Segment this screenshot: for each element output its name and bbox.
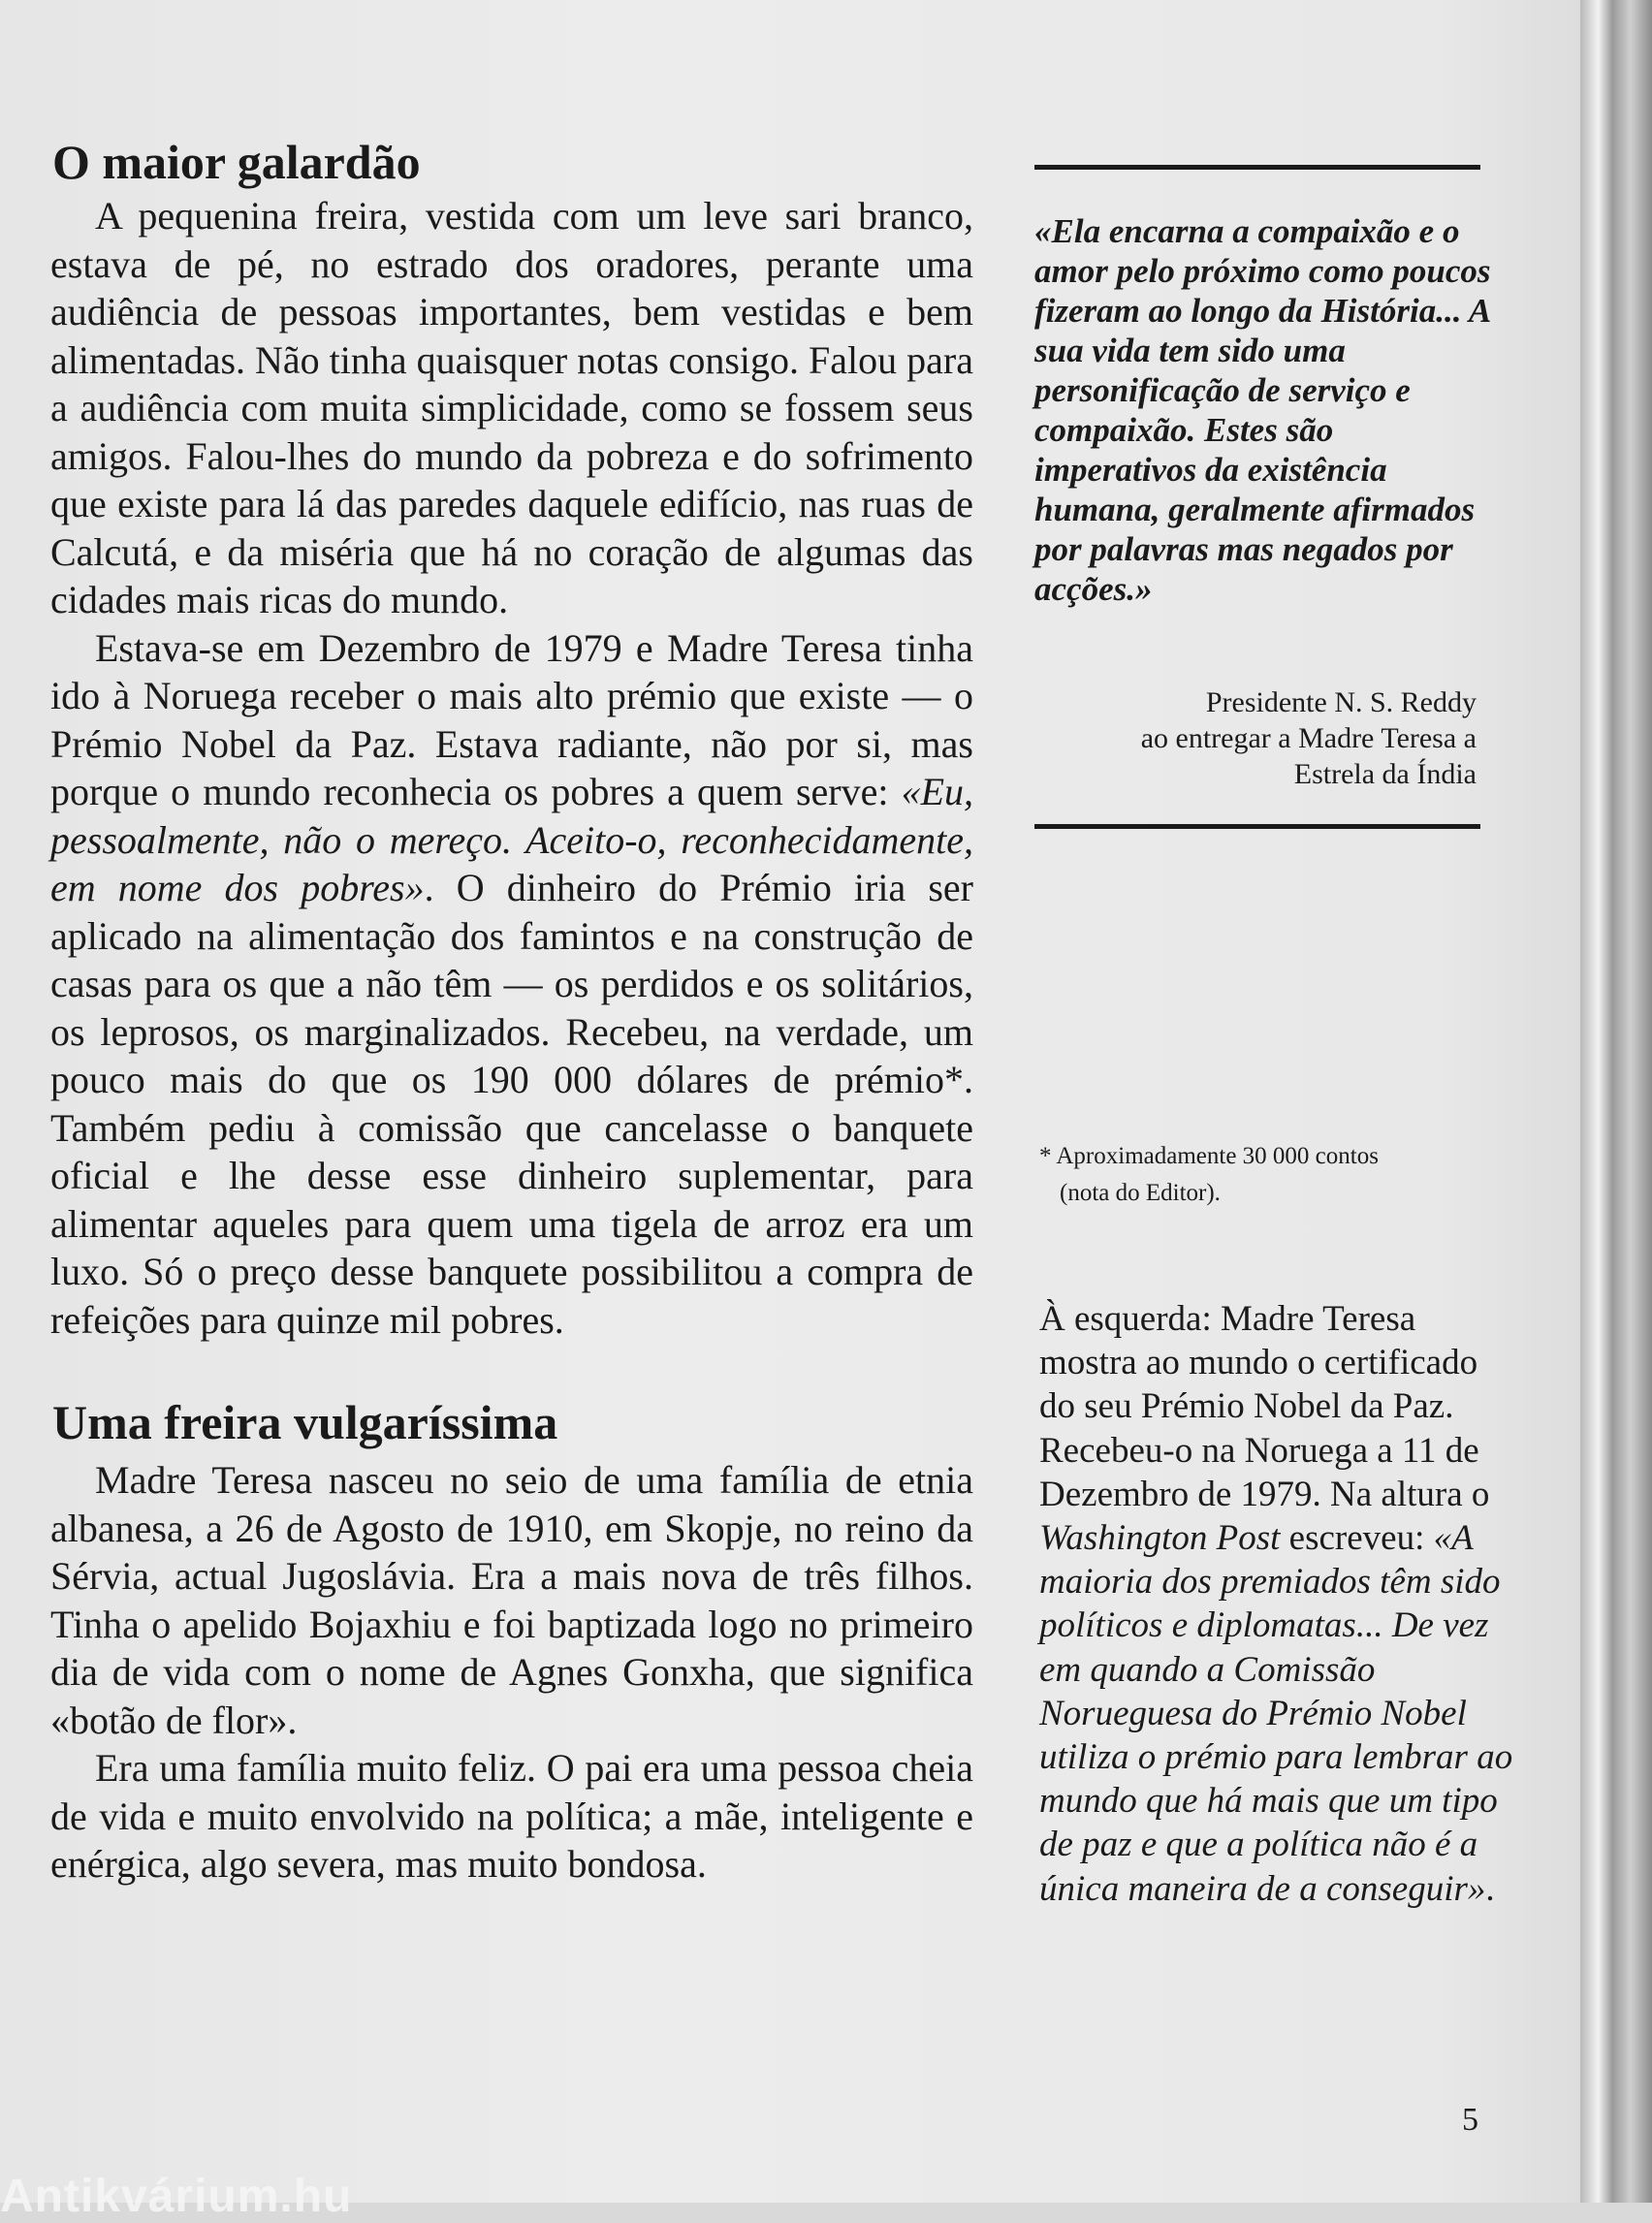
attribution-line: ao entregar a Madre Teresa a: [1140, 722, 1477, 754]
paragraph-2-quote: «Eu, pessoalmente, não o mereço. Aceito-o, reconhecidamente, em nome dos pobres»: [50, 770, 973, 909]
caption-text-c: .: [1485, 1868, 1495, 1909]
caption-text-a: À esquerda: Madre Teresa mostra ao mundo o certificado do seu Prémio Nobel da Paz. Recebeu-o na Noruega a 11 de Dezembro de 1979. Na altura o: [1039, 1299, 1490, 1514]
paragraph-1: A pequenina freira, vestida com um leve sari branco, estava de pé, no estrado dos oradores, perante uma audiência de pessoas importantes, bem vestidas e bem alimentadas. Não tinha quaisquer notas consigo. Falou para a audiência com muita simplicidade, como se fossem seus amigos. Falou-lhes do mundo da pobreza e do sofrimento que existe para lá das paredes daquele edifício, nas ruas de Calcutá, e da miséria que há no coração de algumas das cidades mais ricas do mundo.: [50, 194, 973, 621]
footnote-line: (nota do Editor).: [1060, 1180, 1221, 1206]
attribution-line: Presidente N. S. Reddy: [1205, 686, 1477, 718]
quote-top-rule: [1034, 165, 1480, 170]
paragraph-4: Era uma família muito feliz. O pai era uma pessoa cheia de vida e muito envolvido na política; a mãe, inteligente e enérgica, algo severa, mas muito bondosa.: [50, 1746, 973, 1886]
paragraph-2: [50, 624, 973, 1345]
paragraph-3: Madre Teresa nasceu no seio de uma família de etnia albanesa, a 26 de Agosto de 1910, em Skopje, no reino da Sérvia, actual Jugoslávia. Era a mais nova de três filhos. Tinha o apelido Bojaxhiu e foi baptizada logo no primeiro dia de vida com o nome de Agnes Gonxha, que significa «botão de flor».: [50, 1458, 973, 1742]
footnote-line: * Aproximadamente 30 000 contos: [1039, 1143, 1379, 1169]
book-spine-edge: [1580, 0, 1652, 2203]
caption-quote: «A maioria dos premiados têm sido políticos e diplomatas... De vez em quando a Comissão Norueguesa do Prémio Nobel utiliza o prémio para lembrar ao mundo que há mais que um tipo de paz e que a política não é a única maneira de a conseguir»: [1039, 1518, 1513, 1909]
quote-bottom-rule: [1034, 824, 1480, 829]
main-text-column: [50, 134, 973, 1889]
caption-text-b: escreveu:: [1280, 1518, 1434, 1559]
section-title-maior-galardao: O maior galardão: [52, 135, 421, 189]
photo-caption: [1039, 1297, 1514, 1911]
section-title-freira-vulgarissima: Uma freira vulgaríssima: [52, 1395, 558, 1449]
caption-newspaper-name: Washington Post: [1039, 1518, 1281, 1559]
attribution-line: Estrela da Índia: [1293, 758, 1477, 790]
page-number: 5: [1462, 2102, 1478, 2138]
paragraph-2-text-a: Estava-se em Dezembro de 1979 e Madre Teresa tinha ido à Noruega receber o mais alto prémio que existe — o Prémio Nobel da Paz. Estava radiante, não por si, mas porque o mundo reconhecia os pobres a quem serve:: [50, 625, 973, 813]
sidebar-quote: «Ela encarna a compaixão e o amor pelo próximo como poucos fizeram ao longo da História... A sua vida tem sido uma personificação de serviço e compaixão. Estes são imperativos da existência humana, geralmente afirmados por palavras mas negados por acções.»: [1034, 212, 1491, 608]
paragraph-2-text-b: . O dinheiro do Prémio iria ser aplicado na alimentação dos famintos e na construção de casas para os que a não têm — os perdidos e os solitários, os leprosos, os marginalizados. Recebeu, na verdade, um pouco mais do que os 190 000 dólares de prémio*. Também pediu à comissão que cancelasse o banquete oficial e lhe desse esse dinheiro suplementar, para alimentar aqueles para quem uma tigela de arroz era um luxo. Só o preço desse banquete possibilitou a compra de refeições para quinze mil pobres.: [50, 866, 973, 1342]
footnote: [1039, 1138, 1495, 1212]
quote-attribution: [1034, 684, 1477, 792]
watermark: Antikvárium.hu: [0, 2171, 353, 2222]
